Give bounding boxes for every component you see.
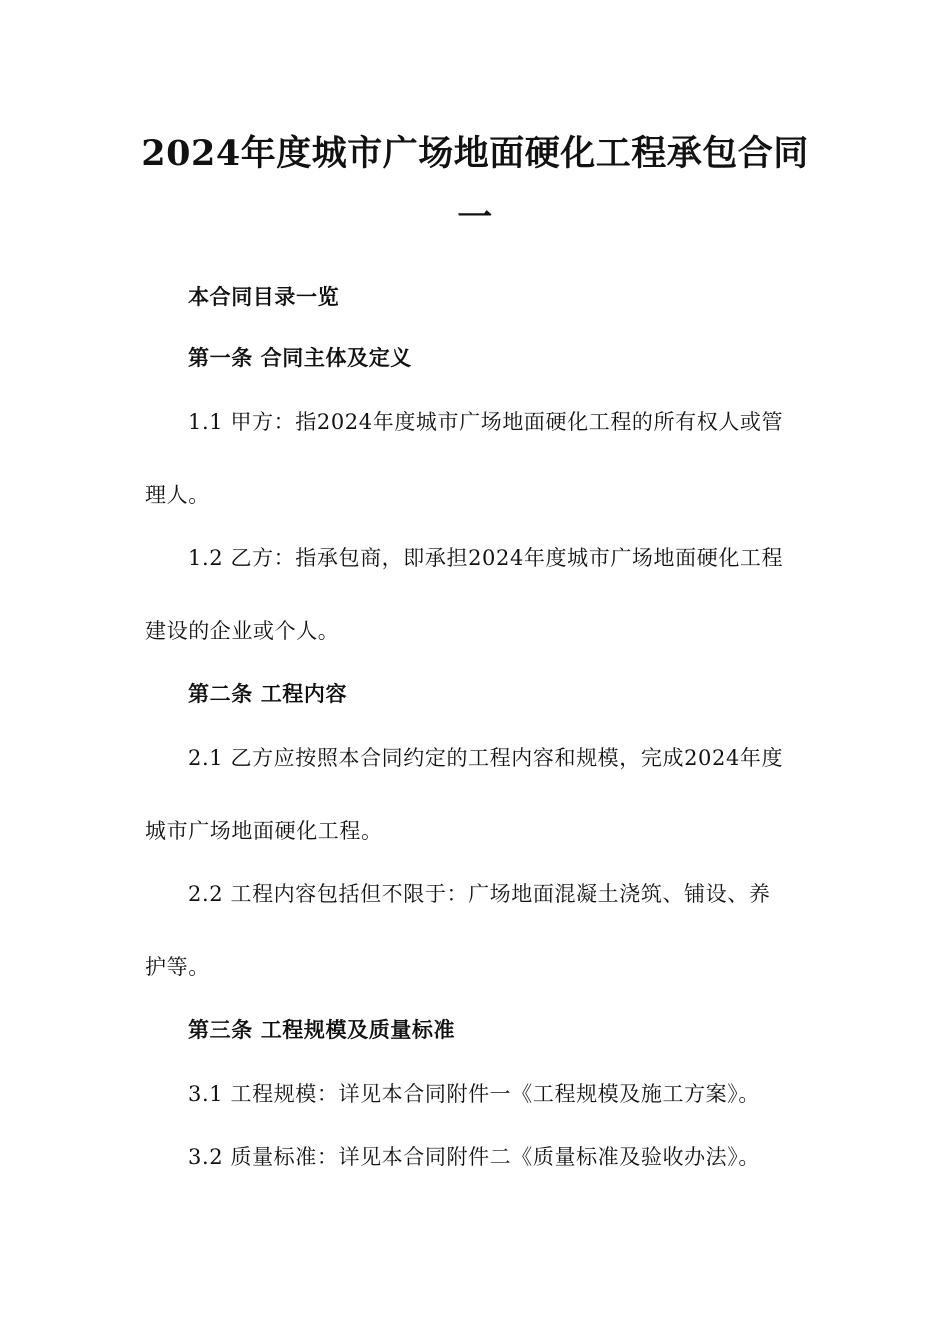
clause-1-1-continuation: 理人。 xyxy=(145,483,210,507)
clause-2-1: 2.1 乙方应按照本合同约定的工程内容和规模，完成2024年度 xyxy=(188,746,784,770)
clause-3-1: 3.1 工程规模：详见本合同附件一《工程规模及施工方案》。 xyxy=(188,1082,760,1106)
clause-2-1-continuation: 城市广场地面硬化工程。 xyxy=(145,819,383,843)
article-2-heading: 第二条 工程内容 xyxy=(188,682,348,706)
document-title: 2024年度城市广场地面硬化工程承包合同 xyxy=(141,133,809,174)
article-1-heading: 第一条 合同主体及定义 xyxy=(188,346,412,370)
clause-3-2: 3.2 质量标准：详见本合同附件二《质量标准及验收办法》。 xyxy=(188,1145,760,1169)
clause-2-2: 2.2 工程内容包括但不限于：广场地面混凝土浇筑、铺设、养 xyxy=(188,882,771,906)
clause-1-1: 1.1 甲方：指2024年度城市广场地面硬化工程的所有权人或管 xyxy=(188,410,784,434)
article-3-heading: 第三条 工程规模及质量标准 xyxy=(188,1018,456,1042)
clause-1-2-continuation: 建设的企业或个人。 xyxy=(145,619,340,643)
document-title-continuation: 一 xyxy=(457,197,493,238)
toc-heading: 本合同目录一览 xyxy=(188,285,340,309)
clause-1-2: 1.2 乙方：指承包商，即承担2024年度城市广场地面硬化工程 xyxy=(188,546,784,570)
clause-2-2-continuation: 护等。 xyxy=(145,955,210,979)
